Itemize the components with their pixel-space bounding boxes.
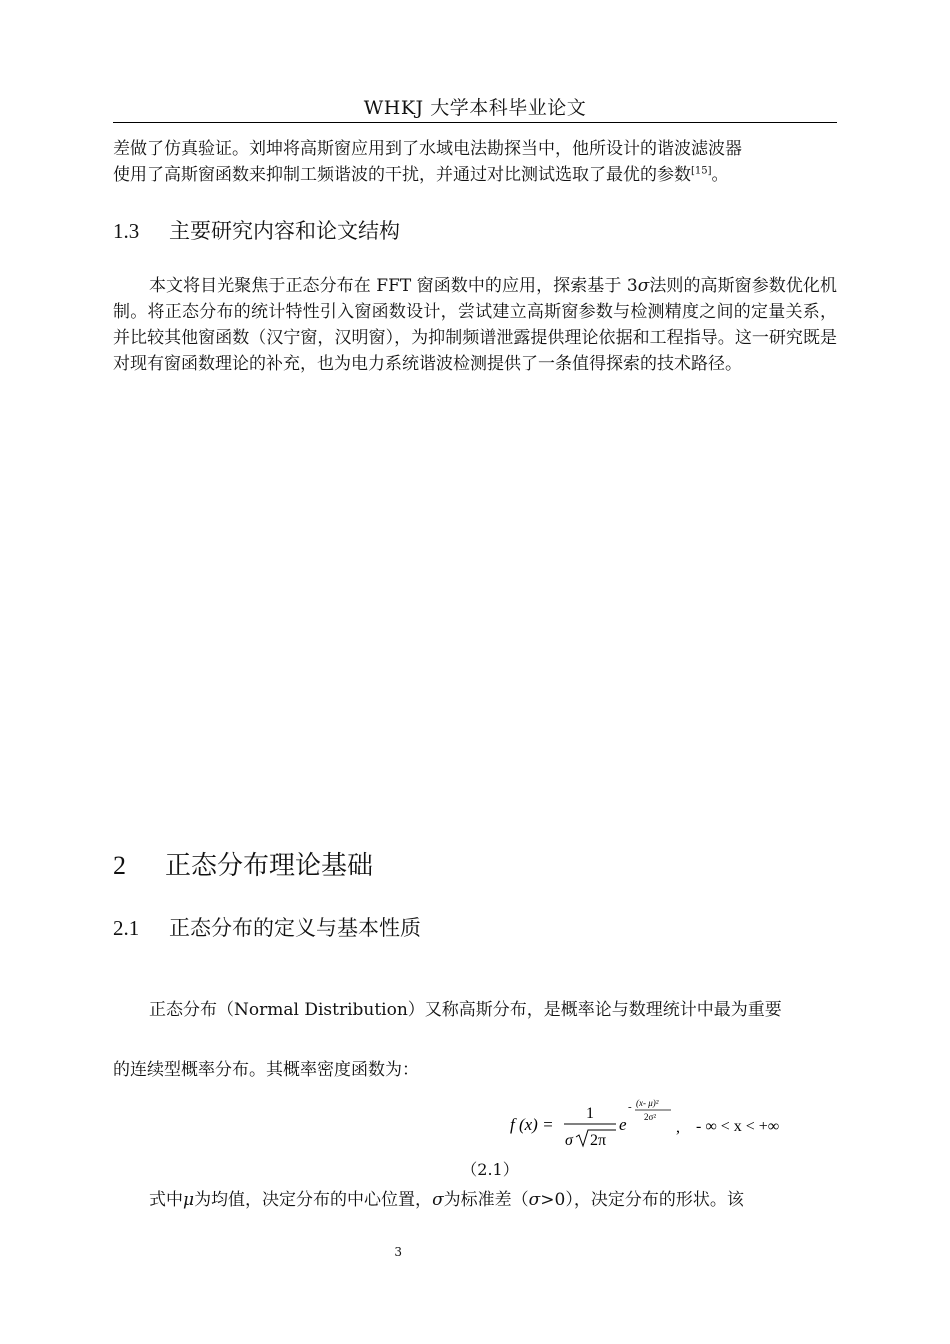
- paragraph-text: >0），决定分布的形状。该: [540, 1190, 744, 1210]
- paragraph-text: 正态分布（Normal Distribution）又称高斯分布，是概率论与数理统计中最为重要: [149, 1000, 782, 1020]
- normal-pdf-equation: [506, 1094, 816, 1154]
- section-1-3-paragraph: [113, 273, 837, 377]
- sigma-symbol: σ: [432, 1190, 444, 1210]
- section-heading-1-3: [113, 217, 400, 245]
- eq-comma: ,: [676, 1119, 680, 1136]
- citation-reference: [15]: [691, 165, 712, 177]
- eq-domain: - ∞ < x < +∞: [696, 1118, 780, 1135]
- eq-denominator-sigma: σ: [565, 1132, 573, 1149]
- running-header: WHKJ 大学本科毕业论文: [363, 97, 587, 119]
- previous-section-tail: [113, 136, 837, 188]
- paragraph-text: 法则的高斯窗参数优化机制。将正态分布的统计特性引入窗函数设计，尝试建立高斯窗参数与检测精度之间的定量关系，并比较其他窗函数（汉宁窗，汉明窗），为抑制频谱泄露提供理论依据和工程指导。这一研究既是对现有窗函数理论的补充，也为电力系统谐波检测提供了一条值得探索的技术路径。: [113, 276, 837, 374]
- text-segment: 。: [711, 165, 729, 185]
- chapter-title: 正态分布理论基础: [165, 851, 374, 881]
- section-number: 2.1: [113, 916, 140, 940]
- text-segment: 使用了高斯窗函数来抑制工频谐波的干扰，并通过对比测试选取了最优的参数: [113, 165, 691, 185]
- header-rule: [113, 122, 837, 123]
- chapter-number: 2: [113, 851, 126, 880]
- section-heading-2-1: [113, 914, 421, 942]
- sigma-symbol: σ: [637, 276, 650, 296]
- section-number: 1.3: [113, 219, 140, 243]
- paragraph-text: 本文将目光聚焦于正态分布在 FFT 窗函数中的应用，探索基于 3: [149, 276, 638, 296]
- eq-lhs: f (x) =: [510, 1115, 554, 1134]
- paragraph-text: 为均值，决定分布的中心位置，: [194, 1190, 433, 1210]
- eq-exponent-denominator: 2σ²: [644, 1112, 657, 1122]
- text-line: [113, 162, 837, 188]
- section-2-1-paragraph-line-1: [113, 997, 837, 1023]
- page-number: 3: [394, 1245, 402, 1259]
- sigma-symbol: σ: [528, 1190, 541, 1210]
- eq-denominator-root: 2π: [590, 1132, 607, 1149]
- eq-exponent-sign: -: [628, 1101, 632, 1113]
- equation-number: （2.1）: [461, 1160, 519, 1179]
- section-2-1-paragraph-line-2: [113, 1057, 837, 1083]
- text-line: 差做了仿真验证。刘坤将高斯窗应用到了水域电法勘探当中，他所设计的谐波滤波器: [113, 139, 742, 159]
- section-title: 正态分布的定义与基本性质: [169, 916, 421, 940]
- eq-numerator: 1: [586, 1105, 594, 1122]
- section-title: 主要研究内容和论文结构: [169, 219, 400, 243]
- chapter-heading-2: [113, 849, 373, 883]
- paragraph-text: 为标准差（: [443, 1190, 529, 1210]
- paragraph-text: 式中: [149, 1190, 183, 1210]
- paragraph-text: 的连续型概率分布。其概率密度函数为：: [113, 1060, 419, 1080]
- eq-base-e: e: [619, 1115, 627, 1134]
- section-2-1-after-equation: [113, 1187, 837, 1213]
- eq-exponent-numerator: (x- μ)²: [636, 1098, 659, 1108]
- mu-symbol: μ: [183, 1190, 195, 1210]
